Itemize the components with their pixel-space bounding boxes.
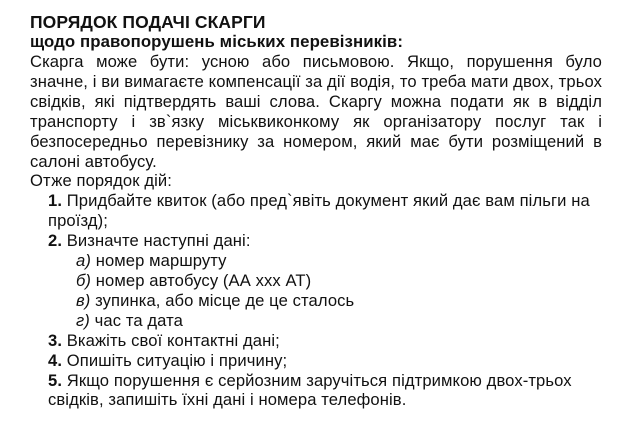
steps-intro: Отже порядок дій: [30, 171, 172, 191]
step-3-number: 3. [48, 330, 63, 350]
step-3 [30, 331, 602, 351]
step-4-text: Опишіть ситуацію і причину; [66, 350, 288, 370]
step-5-text: Якщо порушення є серйозним заручіться підтримкою двох-трьох свідків, запишіть їхні дані і номера телефонів. [48, 370, 572, 410]
step-3-text: Вкажіть свої контактні дані; [66, 330, 280, 350]
step-2-number: 2. [48, 231, 63, 251]
substep-b-text: номер автобусу (АА ххх АТ) [95, 270, 312, 290]
step-4 [30, 351, 602, 371]
substep-c-text: зупинка, або місце де це сталось [95, 290, 355, 310]
step-1-number: 1. [48, 191, 63, 211]
substep-c-letter: в) [76, 290, 91, 310]
step-5-number: 5. [48, 370, 63, 390]
intro-paragraph: Скарга може бути: усною або письмовою. Якщо, порушення було значне, і ви вимагаєте компенсації за дії водія, то треба мати двох, трьох свідків, які підтвердять ваші слова. Скаргу можна подати як в відділ транспорту і зв`язку міськвиконкому як організатору послуг так і безпосередньо перевізнику за номером, який має бути розміщений в салоні автобусу. [30, 52, 602, 171]
substep-d [30, 311, 602, 331]
substep-a-text: номер маршруту [95, 251, 227, 271]
substep-d-text: час та дата [94, 310, 183, 330]
step-2 [30, 231, 602, 251]
step-4-number: 4. [48, 350, 63, 370]
substep-b-letter: б) [76, 270, 92, 290]
substep-a-letter: а) [76, 251, 91, 271]
document-subtitle: щодо правопорушень міських перевізників: [30, 32, 404, 51]
substep-b [30, 271, 602, 291]
step-5 [30, 371, 602, 411]
step-2-text: Визначте наступні дані: [66, 231, 251, 251]
substep-c [30, 291, 602, 311]
step-1-text: Придбайте квиток (або пред`явіть документ який дає вам пільги на проїзд); [48, 191, 590, 231]
substep-a [30, 251, 602, 271]
step-1 [30, 191, 602, 231]
document-title: ПОРЯДОК ПОДАЧІ СКАРГИ [30, 12, 266, 32]
substep-d-letter: г) [76, 310, 90, 330]
